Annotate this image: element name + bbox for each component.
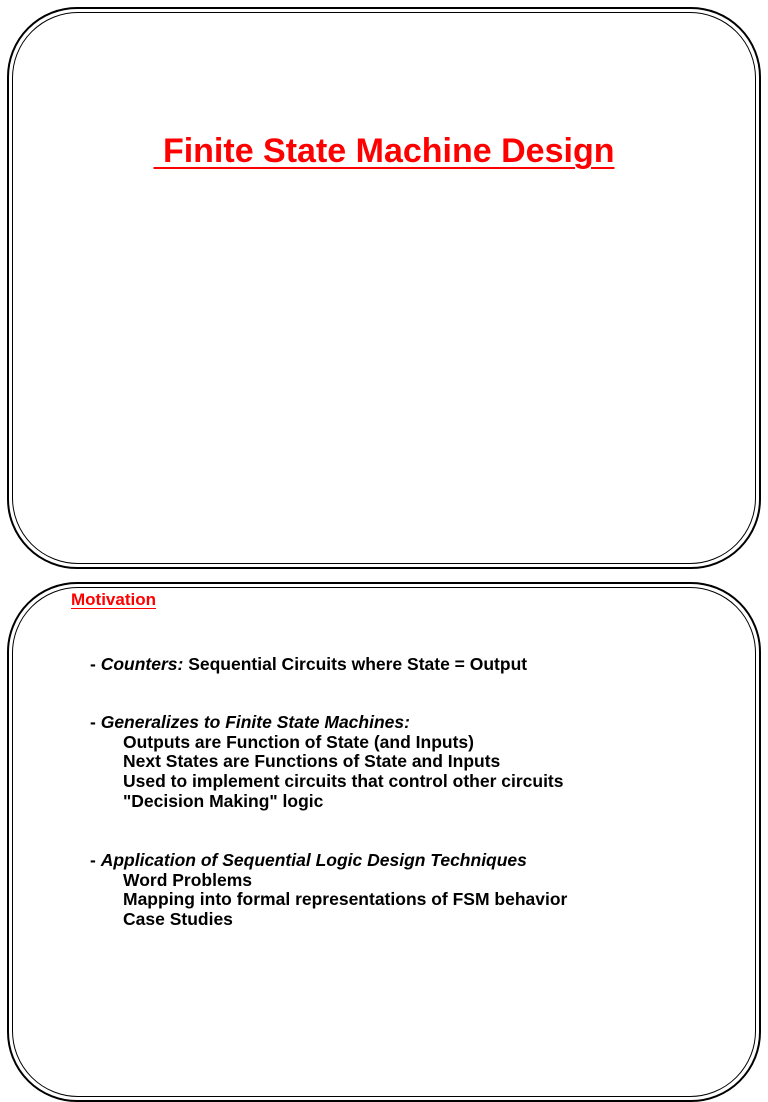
bullet-lead: Counters: [100,654,184,674]
bullet-dash: - [90,712,101,732]
bullet-lead: Generalizes to Finite State Machines: [100,712,410,732]
sub-item: Word Problems [123,869,253,890]
sub-item: Next States are Functions of State and Inputs [123,751,501,772]
sub-item: Mapping into formal representations of FSM behavior [123,889,568,910]
section-heading: Motivation [71,590,156,609]
sub-item: Outputs are Function of State (and Inputs) [123,731,474,752]
title-slide-inner-border [12,12,756,564]
bullet-rest: Sequential Circuits where State = Output [183,654,528,674]
slide-title [0,132,768,171]
bullet-dash: - [90,654,101,674]
sub-item: "Decision Making" logic [123,790,324,811]
bullet-line [90,713,564,733]
bullet-line [90,655,527,675]
slide-title-text: Finite State Machine Design [153,132,615,170]
bullet-generalizes [90,713,564,812]
bullet-application [90,851,567,930]
bullet-dash: - [90,850,101,870]
title-slide-frame [7,7,761,569]
sub-item: Used to implement circuits that control other circuits [123,771,564,792]
bullet-lead: Application of Sequential Logic Design Techniques [100,850,527,870]
sub-item: Case Studies [123,909,233,930]
bullet-counters [90,655,527,675]
bullet-line [90,851,567,871]
